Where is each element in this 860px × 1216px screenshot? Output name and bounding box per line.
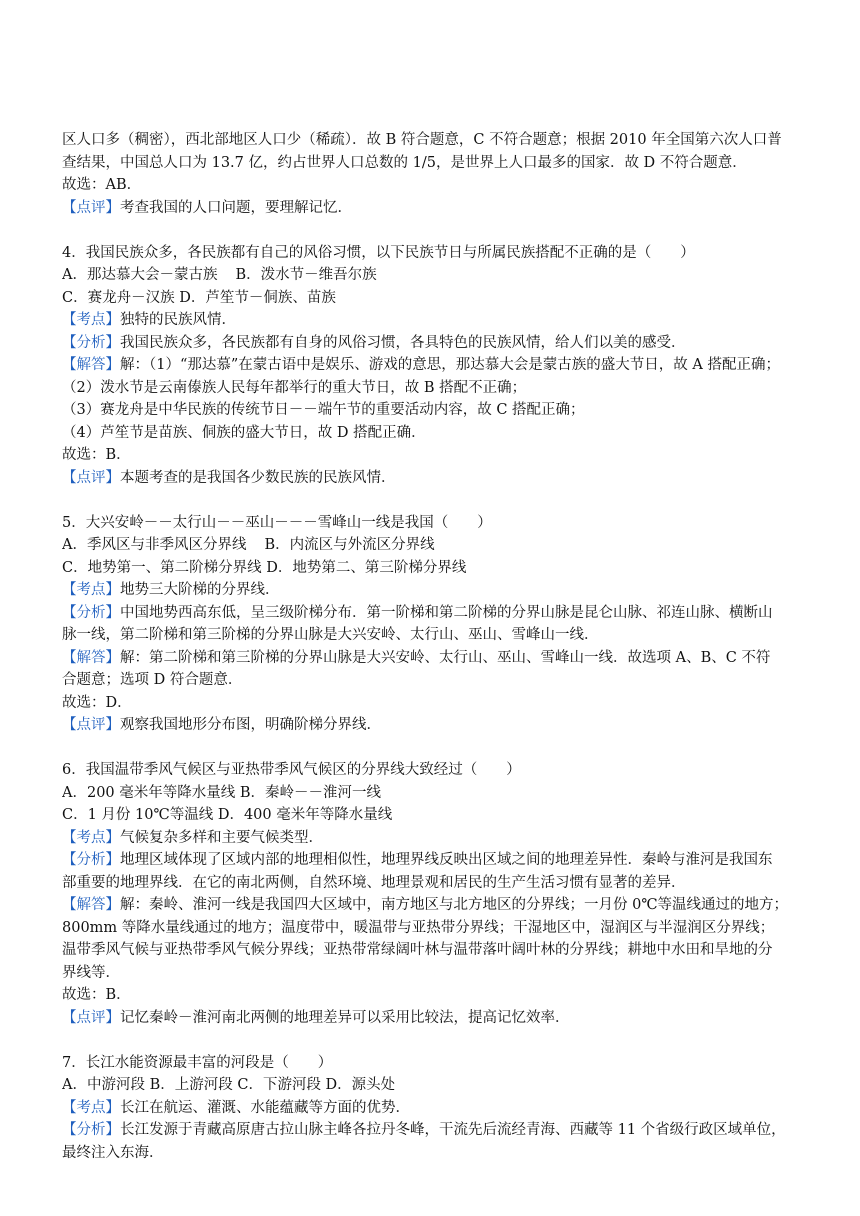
solution-text: 解：（1）“那达慕”在蒙古语中是娱乐、游戏的意思，那达慕大会是蒙古族的盛大节日，故 A 搭配正确； (120, 357, 780, 373)
solution-line: （2）泼水节是云南傣族人民每年都举行的重大节日，故 B 搭配不正确； (62, 379, 527, 396)
options-line: A．中游河段 B．上游河段 C．下游河段 D．源头处 (62, 1077, 396, 1093)
question-stem: 4．我国民族众多，各民族都有自己的风俗习惯，以下民族节日与所属民族搭配不正确的是（ ） (62, 244, 695, 261)
question-stem: 6．我国温带季风气候区与亚热带季风气候区的分界线大致经过（ ） (62, 762, 521, 778)
analysis-text: 我国民族众多，各民族都有自身的风俗习惯，各具特色的民族风情，给人们以美的感受． (120, 334, 686, 351)
solution-tag: 【解答】 (62, 649, 120, 666)
answer-line: 故选：AB． (62, 177, 142, 193)
analysis-text: 地理区域体现了区域内部的地理相似性，地理界线反映出区域之间的地理差异性．秦岭与淮河是我国东 (120, 852, 773, 868)
question-3-tail (62, 129, 802, 219)
analysis-tag: 【分析】 (62, 1122, 120, 1138)
analysis-line (62, 602, 802, 625)
question-6 (62, 759, 802, 1029)
analysis-tag: 【分析】 (62, 604, 120, 621)
analysis-tag: 【分析】 (62, 852, 120, 868)
options-line: A．200 毫米年等降水量线 B．秦岭－－淮河一线 (62, 784, 382, 801)
comment-line (62, 197, 802, 220)
comment-line (62, 714, 802, 737)
comment-tag: 【点评】 (62, 199, 120, 216)
point-text: 独特的民族风情． (120, 312, 236, 328)
comment-line (62, 1007, 802, 1030)
comment-tag: 【点评】 (62, 1009, 120, 1026)
solution-line: 界线等． (62, 964, 120, 981)
solution-tag: 【解答】 (62, 897, 120, 913)
options-line (62, 534, 802, 557)
comment-text: 本题考查的是我国各少数民族的民族风情． (120, 469, 396, 486)
analysis-line: 部重要的地理界线．在它的南北两侧，自然环境、地理景观和居民的生产生活习惯有显著的差异． (62, 874, 686, 891)
options-line: C．赛龙舟－汉族 D．芦笙节－侗族、苗族 (62, 289, 336, 306)
point-tag: 【考点】 (62, 582, 120, 598)
solution-line: （3）赛龙舟是中华民族的传统节日－－端午节的重要活动内容，故 C 搭配正确； (62, 402, 585, 418)
point-line (62, 827, 802, 850)
option-a: A．那达慕大会－蒙古族 (62, 267, 218, 283)
solution-text: 解：秦岭、淮河一线是我国四大区域中，南方地区与北方地区的分界线；一月份 0℃等温线通过的地方； (120, 897, 789, 913)
analysis-line (62, 849, 802, 872)
point-line (62, 1097, 802, 1120)
comment-tag: 【点评】 (62, 469, 120, 486)
point-text: 地势三大阶梯的分界线． (120, 582, 280, 598)
solution-line (62, 647, 802, 670)
comment-text: 记忆秦岭－淮河南北两侧的地理差异可以采用比较法，提高记忆效率． (120, 1009, 570, 1026)
spacer (62, 489, 802, 512)
point-text: 气候复杂多样和主要气候类型． (120, 829, 323, 846)
comment-text: 观察我国地形分布图，明确阶梯分界线． (120, 717, 381, 733)
point-tag: 【考点】 (62, 829, 120, 846)
options-line: C．地势第一、第二阶梯分界线 D．地势第二、第三阶梯分界线 (62, 559, 467, 576)
answer-line: 故选：B． (62, 987, 131, 1003)
spacer (62, 219, 802, 242)
comment-text: 考查我国的人口问题，要理解记忆． (120, 199, 352, 216)
analysis-text: 长江发源于青藏高原唐古拉山脉主峰各拉丹冬峰，干流先后流经青海、西藏等 11 个省级行政区域单位， (120, 1122, 786, 1138)
question-4 (62, 242, 802, 490)
analysis-line: 最终注入东海． (62, 1144, 164, 1161)
comment-tag: 【点评】 (62, 717, 120, 733)
answer-line: 故选：D． (62, 694, 132, 711)
option-a: A．季风区与非季风区分界线 (62, 537, 247, 553)
options-line: C．1 月份 10℃等温线 D．400 毫米年等降水量线 (62, 807, 393, 823)
solution-line (62, 354, 802, 377)
options-line (62, 264, 802, 287)
point-text: 长江在航运、灌溉、水能蕴藏等方面的优势． (120, 1099, 410, 1116)
analysis-line: 脉一线，第二阶梯和第三阶梯的分界山脉是大兴安岭、太行山、巫山、雪峰山一线． (62, 627, 599, 643)
analysis-tag: 【分析】 (62, 334, 120, 351)
point-tag: 【考点】 (62, 1099, 120, 1116)
solution-line: 合题意；选项 D 符合题意． (62, 672, 243, 688)
solution-line: 800mm 等降水量线通过的地方；温度带中，暖温带与亚热带分界线；干湿地区中，湿润区与半湿润区分界线； (62, 919, 775, 936)
document-page (62, 129, 802, 1164)
solution-tag: 【解答】 (62, 357, 120, 373)
question-5 (62, 512, 802, 737)
comment-line (62, 467, 802, 490)
question-stem: 7．长江水能资源最丰富的河段是（ ） (62, 1054, 333, 1071)
point-tag: 【考点】 (62, 312, 120, 328)
analysis-text: 中国地势西高东低，呈三级阶梯分布．第一阶梯和第二阶梯的分界山脉是昆仑山脉、祁连山脉、横断山 (120, 604, 773, 621)
analysis-line (62, 1119, 802, 1142)
question-7 (62, 1052, 802, 1165)
point-line (62, 579, 802, 602)
answer-line: 故选：B． (62, 447, 131, 463)
spacer (62, 737, 802, 760)
option-b: B．内流区与外流区分界线 (264, 537, 435, 553)
text-line: 区人口多（稠密），西北部地区人口少（稀疏）．故 B 符合题意，C 不符合题意；根据 2010 年全国第六次人口普 (62, 132, 782, 148)
text-line: 查结果，中国总人口为 13.7 亿，约占世界人口总数的 1/5，是世界上人口最多的国家．故 D 不符合题意． (62, 154, 747, 171)
solution-line (62, 894, 802, 917)
point-line (62, 309, 802, 332)
question-stem: 5．大兴安岭－－太行山－－巫山－－－雪峰山一线是我国（ ） (62, 514, 492, 531)
solution-line: （4）芦笙节是苗族、侗族的盛大节日，故 D 搭配正确． (62, 424, 426, 441)
solution-line: 温带季风气候与亚热带季风气候分界线；亚热带常绿阔叶林与温带落叶阔叶林的分界线；耕地中水田和旱地的分 (62, 942, 773, 958)
solution-text: 解：第二阶梯和第三阶梯的分界山脉是大兴安岭、太行山、巫山、雪峰山一线．故选项 A、B、C 不符 (120, 649, 771, 666)
option-b: B．泼水节－维吾尔族 (235, 267, 377, 283)
analysis-line (62, 332, 802, 355)
spacer (62, 1029, 802, 1052)
